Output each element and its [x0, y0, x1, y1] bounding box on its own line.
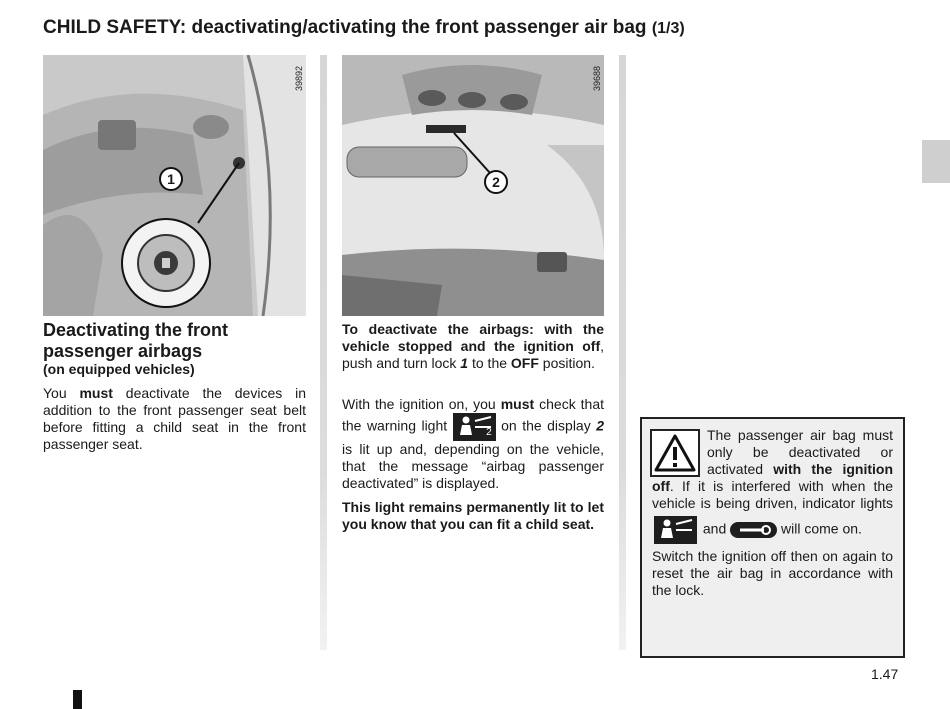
- warning-triangle-icon: [650, 429, 700, 477]
- section-tab: [922, 140, 950, 183]
- wrench-glyph: [730, 522, 777, 538]
- title-text: CHILD SAFETY: deactivating/activating the front passenger air bag: [43, 17, 647, 38]
- off-label: OFF: [510, 355, 539, 371]
- text: to the: [468, 355, 511, 371]
- lock-number: 1: [460, 355, 469, 371]
- text: is lit up and, depending on the vehicle, that the message “airbag passenger deactivated” is displayed.: [342, 441, 604, 491]
- paragraph-light-permanent: This light remains permanently lit to let you know that you can fit a child seat.: [342, 499, 604, 532]
- warning-box: [640, 417, 905, 658]
- text: Switch the ignition off then on again to reset the air bag in accordance with the lock.: [652, 548, 893, 598]
- column-divider-2: [619, 55, 626, 650]
- page-number: 1.47: [871, 666, 899, 682]
- icon-subscript: 2: [486, 427, 492, 438]
- figure-code: 39688: [592, 65, 602, 91]
- text: You: [43, 385, 80, 401]
- title-part: (1/3): [651, 20, 685, 37]
- section-heading: Deactivating the front passenger airbags: [43, 320, 229, 361]
- paragraph-deactivate-steps: [342, 321, 604, 372]
- text: The passenger air bag must only be deactivated or activated: [707, 427, 893, 477]
- page-title: [43, 17, 685, 39]
- page-marker: [73, 690, 82, 709]
- wrench-warning-icon: [730, 522, 777, 538]
- text: With the ignition on, you: [342, 396, 501, 412]
- text: position.: [538, 355, 595, 371]
- text-bold: must: [79, 385, 113, 401]
- windscreen-illustration: [342, 55, 604, 316]
- column-divider-1: [320, 55, 327, 650]
- figure-airbag-lock: [43, 55, 306, 316]
- airbag-warning-icon: [654, 516, 697, 544]
- airbag-off-warning-icon: [453, 413, 496, 441]
- text: will come on.: [777, 520, 862, 537]
- text: deactivate the devices in addition to the front passenger seat belt before fitting a child seat in the front passenger seat.: [43, 385, 306, 452]
- text: .: [669, 478, 674, 494]
- text: on the display: [495, 417, 597, 434]
- section-subheading: (on equipped vehicles): [43, 361, 195, 377]
- paragraph-check-warning-light: [342, 396, 604, 492]
- callout-2: 2: [484, 170, 508, 194]
- text-bold: To deactivate the airbags: with the vehicle stopped and the ignition off: [342, 321, 604, 354]
- figure-code: 39892: [294, 65, 304, 91]
- text-bold: must: [500, 396, 535, 412]
- text: , push and turn lock: [342, 338, 604, 371]
- figure-display-light: [342, 55, 604, 316]
- text: and: [699, 520, 731, 537]
- text: check that the warning light: [342, 396, 605, 434]
- text: If it is interfered with when the vehicle is being driven, indicator lights: [652, 478, 894, 511]
- display-number: 2: [596, 417, 605, 434]
- paragraph-must-deactivate: [43, 385, 306, 453]
- airbag-glyph: [654, 516, 697, 544]
- warning-triangle-glyph: [652, 431, 698, 475]
- text-bold: with the ignition off: [652, 461, 893, 494]
- callout-1: 1: [159, 167, 183, 191]
